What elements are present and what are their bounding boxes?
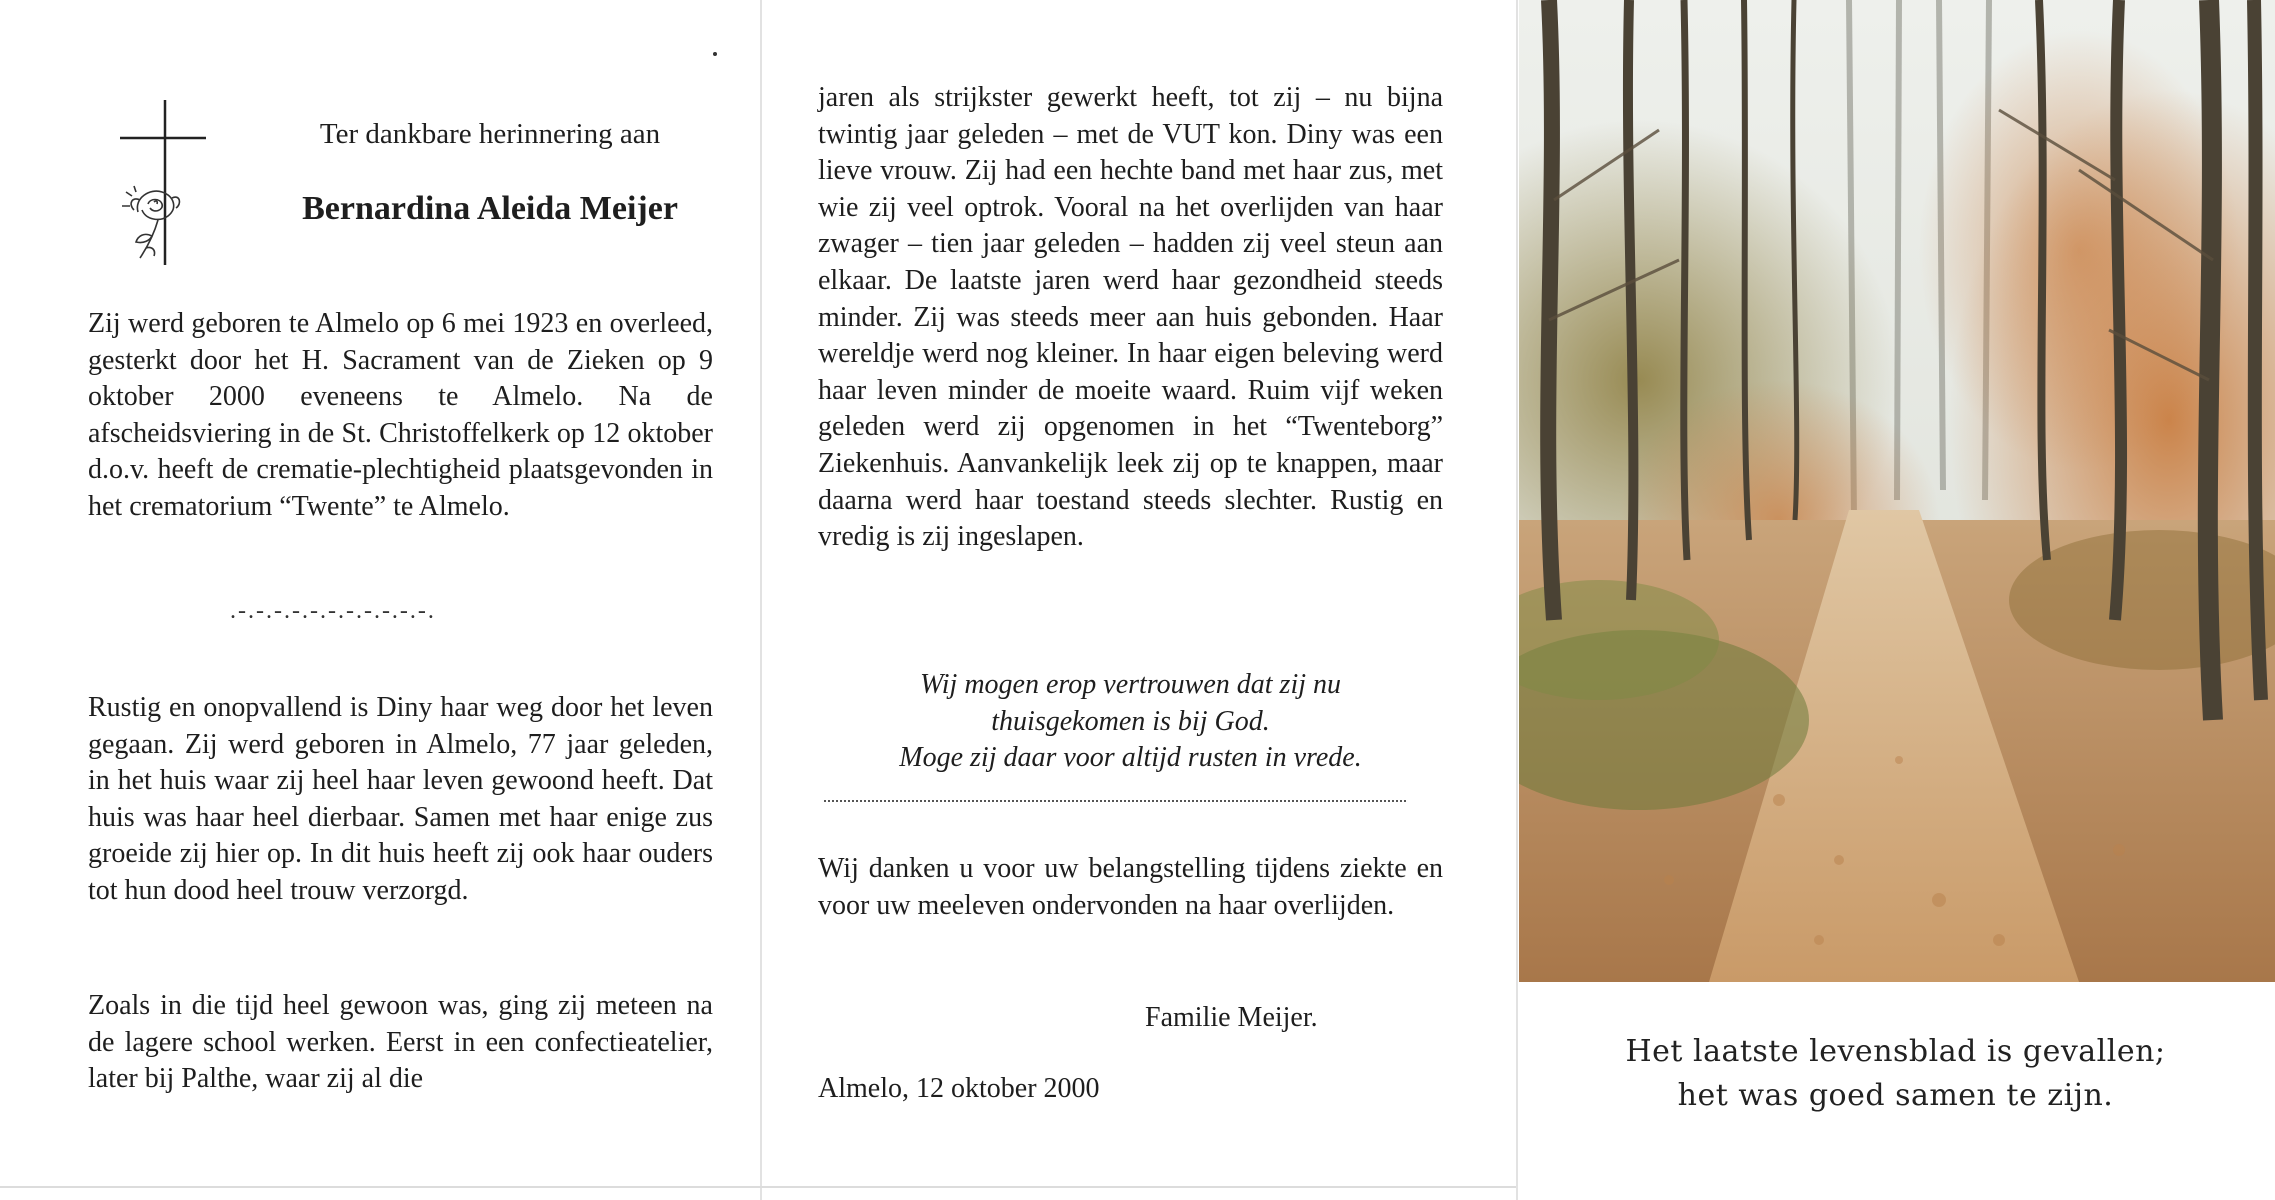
closing-caption — [1516, 1030, 2275, 1118]
caption-line: Het laatste levensblad is gevallen; — [1625, 1034, 2166, 1069]
cross-with-rose-icon — [120, 100, 210, 265]
continued-paragraph: jaren als strijkster gewerkt heeft, tot zij – nu bijna twintig jaar geleden – met de VUT kon. Diny was een lieve vrouw. Zij had een hechte band met haar zus, met wie zij veel optrok. Vooral na het overlijden van haar zwager – tien jaar geleden – hadden zij veel steun aan elkaar. De laatste jaren werd haar gezondheid steeds minder. Zij was steeds meer aan huis gebonden. Haar wereldje werd nog kleiner. In haar eigen beleving werd haar leven minder de moeite waard. Ruim vijf weken geleden werd zij opgenomen in het “Twenteborg” Ziekenhuis. Aanvankelijk leek zij op te knappen, maar daarna werd haar toestand steeds slechter. Rustig en vredig is zij ingeslapen. — [818, 82, 1443, 553]
separator: .-.-.-.-.-.-.-.-.-.-.-. — [230, 598, 436, 624]
fold-line-left — [760, 0, 762, 1200]
deceased-name: Bernardina Aleida Meijer — [302, 190, 678, 227]
birth-paragraph: Zij werd geboren te Almelo op 6 mei 1923 en overleed, gesterkt door het H. Sacrament van de Zieken op 9 oktober 2000 eveneens te Almelo. Na de afscheidsviering in de St. Christoffelkerk op 12 oktober d.o.v. heeft de crematie-plechtigheid plaatsgevonden in het crematorium “Twente” te Almelo. — [88, 308, 713, 522]
place-date: Almelo, 12 oktober 2000 — [818, 1073, 1100, 1104]
work-paragraph: Zoals in die tijd heel gewoon was, ging zij meteen na de lagere school werken. Eerst in een confectieatelier, later bij Palthe, waar zij al die — [88, 990, 713, 1095]
fold-line-right — [1516, 0, 1518, 1200]
family-signature: Familie Meijer. — [1145, 1002, 1318, 1033]
caption-line: het was goed samen te zijn. — [1677, 1078, 2114, 1113]
verse-line: Wij mogen erop vertrouwen dat zij nu — [920, 669, 1341, 700]
life-paragraph: Rustig en onopvallend is Diny haar weg door het leven gegaan. Zij werd geboren in Almelo, 77 jaar geleden, in het huis waar zij heel haar leven gewoond heeft. Dat huis was haar heel dierbaar. Samen met haar enige zus groeide zij hier op. In dit huis heeft zij ook haar ouders tot hun dood heel trouw verzorgd. — [88, 692, 713, 906]
autumn-forest-path-photo — [1519, 0, 2275, 982]
verse — [818, 667, 1443, 777]
verse-line: thuisgekomen is bij God. — [991, 705, 1270, 737]
verse-line: Moge zij daar voor altijd rusten in vrede. — [899, 742, 1362, 774]
dotted-divider — [824, 800, 1406, 802]
card-bottom-edge — [0, 1186, 1516, 1188]
print-speck — [713, 52, 717, 56]
thanks-paragraph: Wij danken u voor uw belangstelling tijdens ziekte en voor uw meeleven ondervonden na haar overlijden. — [818, 853, 1443, 921]
intro-text: Ter dankbare herinnering aan — [319, 118, 661, 150]
